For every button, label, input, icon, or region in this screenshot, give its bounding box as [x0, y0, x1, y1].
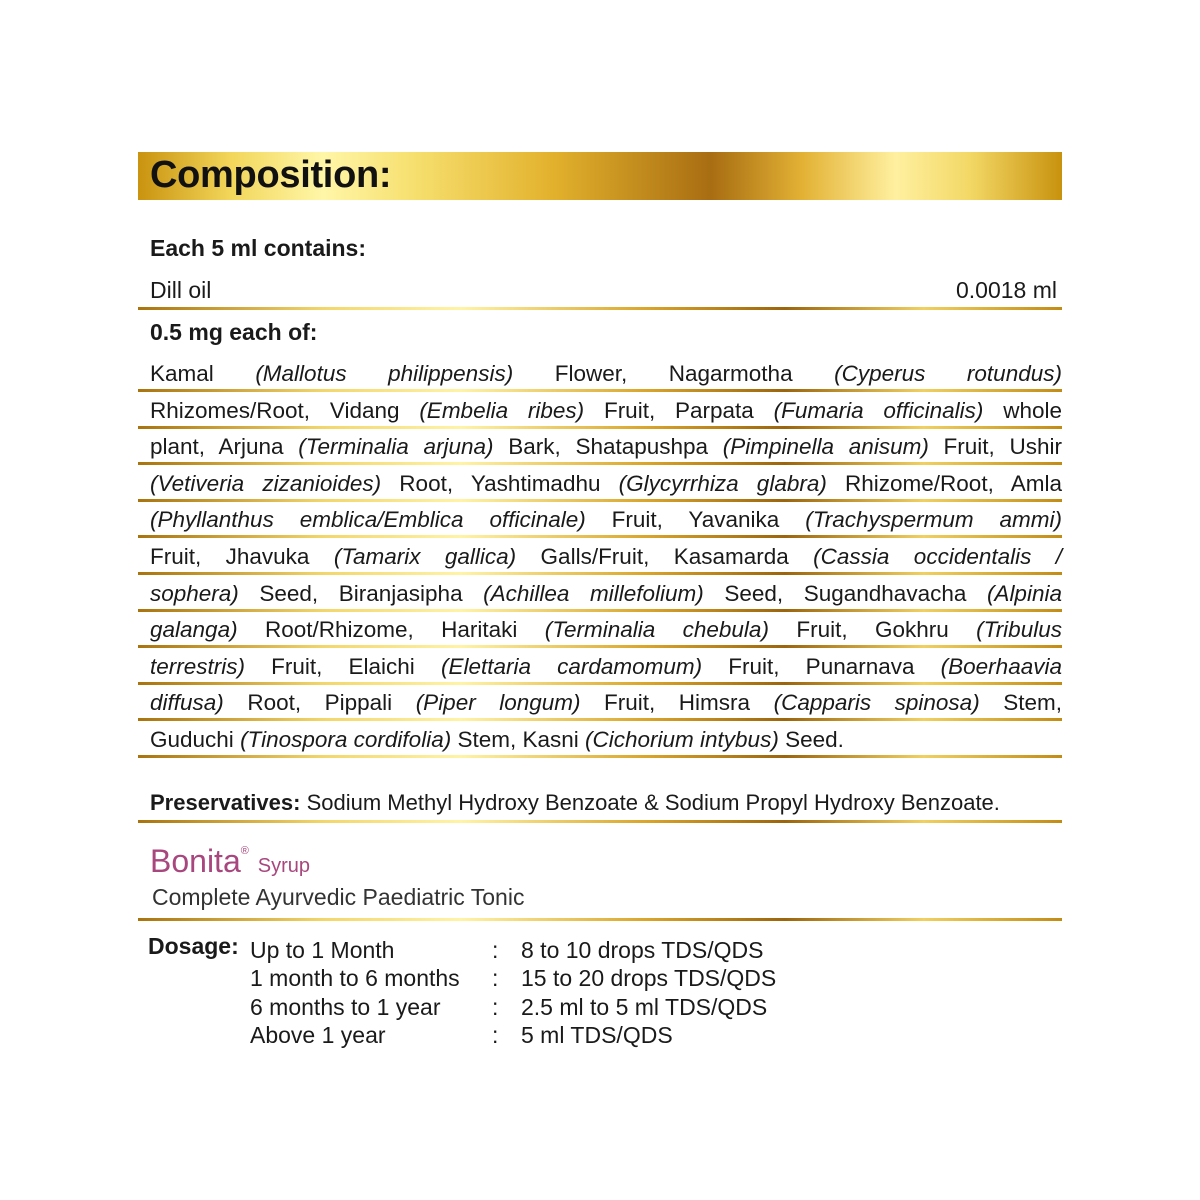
ingredient-line: plant, Arjuna (Terminalia arjuna) Bark, Shatapushpa (Pimpinella anisum) Fruit, Ushir [150, 434, 1062, 460]
preservatives-label: Preservatives: [150, 790, 301, 815]
composition-header-band [138, 152, 1062, 200]
dosage-age: Up to 1 Month [250, 937, 395, 963]
dill-oil-amount: 0.0018 ml [955, 277, 1057, 303]
dosage-age: Above 1 year [250, 1021, 386, 1048]
dill-oil-name: Dill oil [150, 277, 212, 303]
divider [138, 682, 1062, 685]
divider [138, 755, 1062, 758]
dosage-dose: 15 to 20 drops TDS/QDS [521, 965, 777, 992]
preservatives-row [150, 790, 1000, 816]
dosage-age: 6 months to 1 year [250, 993, 441, 1020]
each-5ml-label: Each 5 ml contains: [150, 235, 367, 261]
divider [138, 307, 1062, 310]
dosage-dose: 2.5 ml to 5 ml TDS/QDS [521, 993, 768, 1020]
dosage-age: 1 month to 6 months [250, 965, 460, 992]
product-form: Syrup [257, 855, 310, 877]
divider [138, 499, 1062, 502]
dosage-sep: : [492, 937, 499, 963]
dosage-dose: 8 to 10 drops TDS/QDS [521, 937, 764, 963]
ingredient-line: Rhizomes/Root, Vidang (Embelia ribes) Fruit, Parpata (Fumaria officinalis) whole [150, 397, 1063, 423]
ingredient-line: (Phyllanthus emblica/Emblica officinale) Fruit, Yavanika (Trachyspermum ammi) [150, 507, 1062, 533]
ingredient-line: Kamal (Mallotus philippensis) Flower, Nagarmotha (Cyperus rotundus) [150, 361, 1062, 386]
dosage-sep: : [492, 965, 499, 992]
dosage-sep: : [492, 1021, 499, 1048]
divider [138, 572, 1062, 575]
dosage-label: Dosage: [148, 933, 239, 959]
product-tagline: Complete Ayurvedic Paediatric Tonic [152, 884, 525, 910]
ingredient-line: Guduchi (Tinospora cordifolia) Stem, Kasni (Cichorium intybus) Seed. [150, 727, 844, 752]
divider [138, 609, 1062, 612]
ingredient-line: galanga) Root/Rhizome, Haritaki (Terminalia chebula) Fruit, Gokhru (Tribulus [150, 617, 1062, 643]
divider [138, 645, 1062, 648]
ingredient-line: terrestris) Fruit, Elaichi (Elettaria cardamomum) Fruit, Punarnava (Boerhaavia [150, 653, 1062, 679]
ingredient-line: diffusa) Root, Pippali (Piper longum) Fruit, Himsra (Capparis spinosa) Stem, [150, 690, 1062, 716]
divider [138, 535, 1062, 538]
dosage-sep: : [492, 993, 499, 1020]
product-brand [150, 843, 310, 880]
brand-name: Bonita [150, 843, 241, 879]
composition-title: Composition: [150, 154, 392, 196]
ingredient-line: Fruit, Jhavuka (Tamarix gallica) Galls/Fruit, Kasamarda (Cassia occidentalis / [150, 544, 1063, 569]
ingredient-line: sophera) Seed, Biranjasipha (Achillea millefolium) Seed, Sugandhavacha (Alpinia [150, 580, 1062, 606]
divider [138, 462, 1062, 465]
divider [138, 718, 1062, 721]
registered-mark: ® [240, 845, 249, 857]
divider [138, 918, 1062, 921]
each-of-label: 0.5 mg each of: [150, 319, 318, 345]
divider [138, 426, 1062, 429]
ingredient-line: (Vetiveria zizanioides) Root, Yashtimadhu (Glycyrrhiza glabra) Rhizome/Root, Amla [150, 470, 1062, 496]
dosage-dose: 5 ml TDS/QDS [521, 1021, 673, 1048]
divider [138, 820, 1062, 823]
divider [138, 389, 1062, 392]
preservatives-text: Sodium Methyl Hydroxy Benzoate & Sodium Propyl Hydroxy Benzoate. [306, 790, 1000, 815]
